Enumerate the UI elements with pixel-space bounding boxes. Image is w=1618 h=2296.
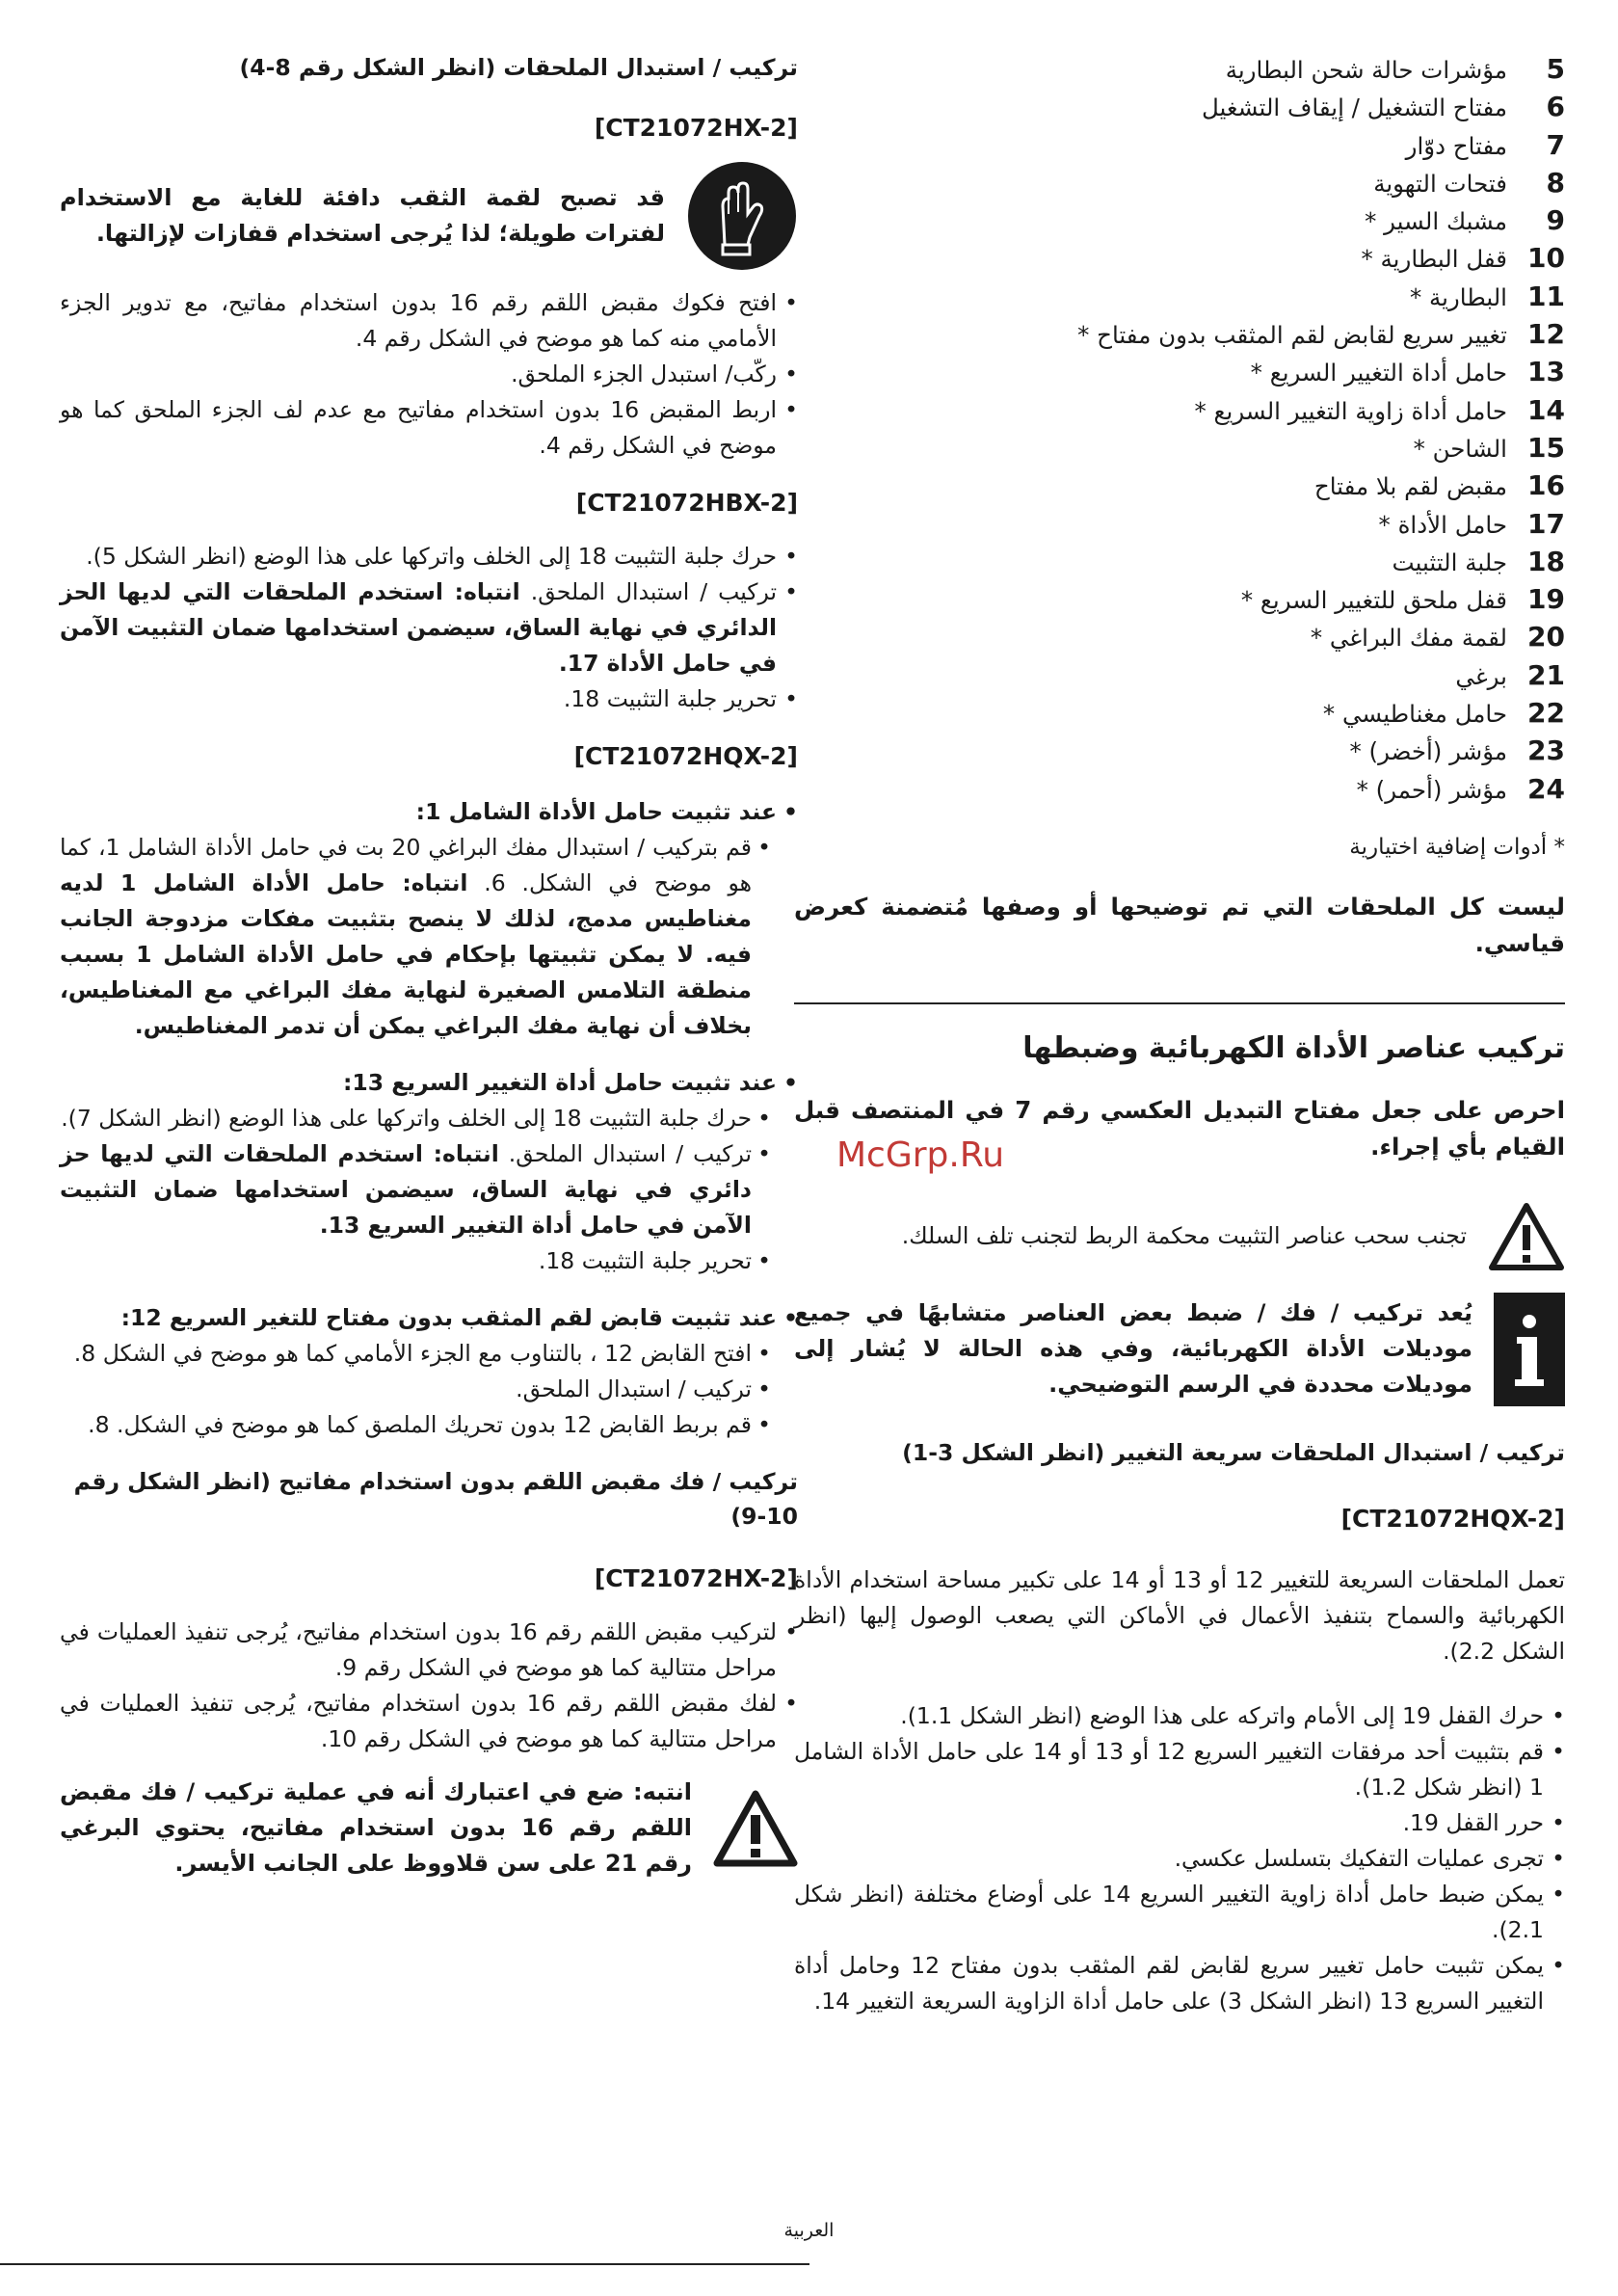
hqx1-bold: انتباه: حامل الأداة الشامل 1 لديه مغناطيس مدمج، لذلك لا ينصح بتثبيت مفكات مزدوجة الجانب فيه. لا يمكن تثبيتها بإحكام في حامل الأداة الشامل 1 بسبب منطقة التلامس الصغيرة لنهاية مفك البراغي مع المغناطيس، بخلاف أن نهاية مفك البراغي يمكن أن تدمر المغناطيس. [60,869,753,1039]
legend-number: 18 [1527,545,1565,577]
legend-number: 24 [1527,772,1565,805]
right-column [794,50,1565,2019]
hx2-bullet: • لفك مقبض اللقم رقم 16 بدون استخدام مفاتيح، يُرجى تنفيذ العمليات في مراحل متتالية كما هو موضح في الشكل رقم 10. [60,1686,798,1757]
legend-number: 13 [1527,356,1565,388]
legend-item [794,580,1565,618]
legend-text: فتحات التهوية [1373,169,1507,198]
gloves-note [60,160,798,272]
legend-item [794,618,1565,655]
quick-change-intro: تعمل الملحقات السريعة للتغيير 12 أو 13 أو 14 على تكبير مساحة استخدام الأداة الكهربائية والسماح بتنفيذ الأعمال في الأماكن التي يصعب الوصول إليها (انظر الشكل 2.2). [794,1565,1565,1665]
hx-bullets [60,285,798,464]
legend-item [794,164,1565,201]
legend-text: مؤشرات حالة شحن البطارية [1225,56,1507,84]
footer-language: العربية [783,2220,835,2241]
legend-text: قفل البطارية * [1361,245,1507,274]
legend-text: قفل ملحق للتغيير السريع * [1240,586,1507,615]
legend-text: مؤشر (أحمر) * [1356,775,1507,804]
legend-item [794,88,1565,125]
quick-change-bullet: • يمكن تثبيت حامل تغيير سريع لقابض لقم المثقب بدون مفتاح 12 وحامل أداة التغيير السريع 13 (انظر الشكل 3) على حامل أداة الزاوية السريعة التغيير 14. [794,1948,1565,2019]
quick-change-bullet: • حرر القفل 19. [794,1805,1565,1841]
section-divider [794,1002,1565,1004]
legend-text: مقبض لقم بلا مفتاح [1313,472,1507,501]
info-note [794,1293,1565,1406]
hqx3-bullet: • افتح القابض 12 ، بالتناوب مع الجزء الأمامي كما هو موضح في الشكل 8. [60,1336,798,1372]
hqx2-bold: انتباه: استخدم الملحقات التي لديها حز دائري في نهاية الساق، سيضمن استخدامها ضمان التثبيت الآمن في حامل أداة التغيير السريع 13. [60,1140,752,1239]
hqx2-bullet-1: • حرك جلبة التثبيت 18 إلى الخلف واتركها على هذا الوضع (انظر الشكل 7). [60,1101,798,1136]
gloves-note-text: قد تصبح لقمة الثقب دافئة للغاية مع الاستخدام لفترات طويلة؛ لذا يُرجى استخدام قفازات لإزالتها. [60,184,665,247]
legend-text: حامل مغناطيسي * [1322,700,1507,729]
legend-number: 5 [1546,53,1565,85]
warning-pull-text: تجنب سحب عناصر التثبيت محكمة الربط لتجنب تلف السلك. [901,1222,1467,1250]
legend-text: مفتاح دوّار [1405,131,1507,160]
model-hx-2: [CT21072HX-2] [594,1564,798,1592]
left-column [60,50,798,1882]
chuck-title: تركيب / فك مقبض اللقم بدون استخدام مفاتيح (انظر الشكل رقم 10-9) [73,1468,798,1530]
legend-number: 7 [1546,128,1565,161]
legend-item [794,770,1565,808]
quick-change-bullet: • قم بتثبيت أحد مرفقات التغيير السريع 12 أو 13 أو 14 على حامل الأداة الشامل 1 (انظر شكل 1.2). [794,1734,1565,1805]
final-note [60,1775,798,1882]
quick-change-model: [CT21072HQX-2] [1340,1504,1565,1533]
hx-bullet: • افتح فكوك مقبض اللقم رقم 16 بدون استخدام مفاتيح، مع تدوير الجزء الأمامي منه كما هو موضح في الشكل رقم 4. [60,285,798,357]
warning-triangle-icon [1488,1202,1565,1271]
warning-triangle-icon [713,1790,798,1867]
section-title: تركيب عناصر الأداة الكهربائية وضبطها [1022,1030,1565,1065]
legend-item [794,467,1565,504]
legend-text: حامل الأداة * [1378,510,1507,539]
hbx-bullet-1: • حرك جلبة التثبيت 18 إلى الخلف واتركها على هذا الوضع (انظر الشكل 5). [60,539,798,574]
hqx1-title: • عند تثبيت حامل الأداة الشامل 1: [60,794,798,830]
install-title: تركيب / استبدال الملحقات (انظر الشكل رقم 8-4) [239,54,798,81]
hx2-bullets [60,1615,798,1757]
final-note-text: انتبه: ضع في اعتبارك أنه في عملية تركيب / فك مقبض اللقم رقم 16 بدون استخدام مفاتيح، يحتوي البرغي رقم 21 على سن قلاووظ على الجانب الأيسر. [60,1778,692,1877]
legend-number: 16 [1527,469,1565,502]
legend-item [794,201,1565,239]
hqx-quick-holder [60,1065,798,1279]
hbx-bullet-3: • تحرير جلبة التثبيت 18. [60,681,798,717]
hx-bullet: • اربط المقبض 16 بدون استخدام مفاتيح مع عدم لف الجزء الملحق كما هو موضح في الشكل رقم 4. [60,392,798,464]
legend-number: 19 [1527,583,1565,616]
model-hqx: [CT21072HQX-2] [573,742,798,770]
legend-text: برغي [1455,661,1507,690]
warning-pull-note [794,1202,1565,1271]
legend-item [794,353,1565,390]
hqx3-bullet: • قم بربط القابض 12 بدون تحريك الملصق كما هو موضح في الشكل. 8. [60,1407,798,1443]
quick-change-bullet: • تجرى عمليات التفكيك بتسلسل عكسي. [794,1841,1565,1877]
legend-footnote: * أدوات إضافية اختيارية [1349,834,1565,860]
legend-item [794,315,1565,353]
legend-item [794,239,1565,277]
legend-number: 10 [1527,242,1565,275]
accessories-note: ليست كل الملحقات التي تم توضيحها أو وصفها مُتضمنة كعرض قياسي. [794,892,1565,957]
legend-item [794,278,1565,315]
legend-number: 6 [1546,91,1565,123]
legend-text: جلبة التثبيت [1392,547,1507,576]
legend-number: 21 [1527,658,1565,691]
quick-change-bullets [794,1698,1565,2019]
legend-number: 23 [1527,734,1565,767]
quick-change-title: تركيب / استبدال الملحقات سريعة التغيير (انظر الشكل 3-1) [902,1438,1565,1466]
hx2-bullet: • لتركيب مقبض اللقم رقم 16 بدون استخدام مفاتيح، يُرجى تنفيذ العمليات في مراحل متتالية كما هو موضح في الشكل رقم 9. [60,1615,798,1686]
model-hbx: [CT21072HBX-2] [575,489,798,517]
watermark: McGrp.Ru [836,1135,1005,1175]
parts-legend [794,50,1565,808]
hqx3-bullet: • تركيب / استبدال الملحق. [60,1372,798,1407]
legend-text: حامل أداة التغيير السريع * [1250,359,1507,387]
legend-text: مشبك السير * [1365,207,1507,236]
legend-number: 15 [1527,431,1565,464]
legend-number: 14 [1527,393,1565,426]
legend-text: تغيير سريع لقابض لقم المثقب بدون مفتاح * [1077,321,1507,350]
reverse-switch-note: احرص على جعل مفتاح التبديل العكسي رقم 7 في المنتصف قبل القيام بأي إجراء. [794,1095,1565,1161]
hqx2-title: • عند تثبيت حامل أداة التغيير السريع 13: [60,1065,798,1101]
legend-item [794,543,1565,580]
quick-change-bullet: • حرك القفل 19 إلى الأمام واتركه على هذا الوضع (انظر الشكل 1.1). [794,1698,1565,1734]
hqx-chuck [60,1300,798,1443]
legend-item [794,656,1565,694]
legend-item [794,429,1565,467]
hbx-bullet-2 [60,574,798,681]
quick-change-bullet: • يمكن ضبط حامل أداة زاوية التغيير السريع 14 على أوضاع مختلفة (انظر شكل 2.1). [794,1877,1565,1948]
legend-item [794,732,1565,769]
hqx3-title: • عند تثبيت قابض لقم المثقب بدون مفتاح للتغير السريع 12: [60,1300,798,1336]
legend-item [794,50,1565,88]
hqx2-plain: تركيب / استبدال الملحق. [508,1140,753,1167]
legend-text: مفتاح التشغيل / إيقاف التشغيل [1201,93,1507,122]
hqx2-bullet-3: • تحرير جلبة التثبيت 18. [60,1243,798,1279]
hqx-universal-holder [60,794,798,1044]
legend-item [794,694,1565,732]
hqx3-bullets [60,1336,798,1443]
hbx-bullet-2-bold: انتباه: استخدم الملحقات التي لديها الحز الدائري في نهاية الساق، سيضمن استخدامها ضمان التثبيت الآمن في حامل الأداة 17. [60,578,777,677]
legend-number: 11 [1527,280,1565,312]
gloves-icon [686,160,798,272]
legend-text: لقمة مفك البراغي * [1310,624,1507,653]
hbx-bullet-2-plain: تركيب / استبدال الملحق. [530,578,777,605]
legend-text: البطارية * [1409,282,1507,311]
legend-number: 9 [1546,204,1565,237]
footer-line [0,2263,809,2265]
legend-number: 8 [1546,166,1565,199]
hbx-bullets [60,539,798,717]
legend-item [794,391,1565,429]
legend-number: 17 [1527,507,1565,540]
legend-text: حامل أداة زاوية التغيير السريع * [1194,396,1507,425]
legend-text: الشاحن * [1413,434,1507,463]
hqx1-body [60,830,798,1044]
hqx1-plain: قم بتركيب / استبدال مفك البراغي 20 بت في حامل الأداة الشامل 1، كما هو موضح في الشكل. 6. [60,834,753,896]
model-hx: [CT21072HX-2] [594,114,798,142]
legend-item [794,505,1565,543]
legend-number: 20 [1527,621,1565,654]
legend-number: 12 [1527,318,1565,351]
info-note-text: يُعد تركيب / فك / ضبط بعض العناصر متشابهًا في جميع موديلات الأداة الكهربائية، وفي هذه الحالة لا يُشار إلى موديلات محددة في الرسم التوضيحي. [794,1299,1472,1399]
legend-text: مؤشر (أخضر) * [1349,737,1507,766]
legend-item [794,126,1565,164]
legend-number: 22 [1527,697,1565,730]
hqx2-bullet-2 [60,1136,798,1243]
info-icon [1494,1293,1565,1406]
hx-bullet: • ركّب/ استبدل الجزء الملحق. [60,357,798,392]
